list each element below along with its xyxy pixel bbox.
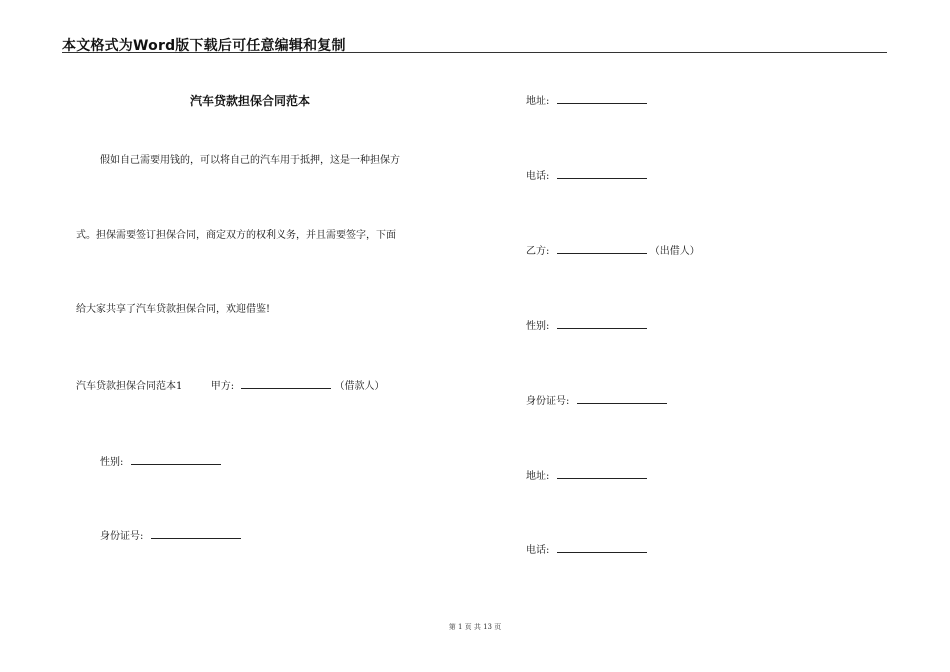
right-gender-blank[interactable] xyxy=(557,318,647,329)
right-address-1-label: 地址: xyxy=(526,96,550,107)
right-phone-2-blank[interactable] xyxy=(557,542,647,553)
page-number-footer: 第 1 页 共 13 页 xyxy=(448,623,502,631)
left-id-label: 身份证号: xyxy=(100,531,144,542)
party-a-label: 甲方: xyxy=(210,381,235,392)
left-gender-line xyxy=(100,454,221,470)
left-gender-label: 性别: xyxy=(100,457,124,468)
right-id-label: 身份证号: xyxy=(526,396,570,407)
right-address-2-line xyxy=(526,468,647,484)
paragraph-line-2: 式。担保需要签订担保合同，商定双方的权利义务，并且需要签字，下面 xyxy=(76,230,396,241)
party-b-label: 乙方: xyxy=(526,246,550,257)
left-gender-blank[interactable] xyxy=(131,454,221,465)
right-gender-label: 性别: xyxy=(526,321,550,332)
paragraph-line-1: 假如自己需要用钱的，可以将自己的汽车用于抵押，这是一种担保方 xyxy=(100,155,400,166)
right-id-line xyxy=(526,393,667,409)
right-phone-2-line xyxy=(526,542,647,558)
party-a-line xyxy=(76,378,385,394)
party-a-blank[interactable] xyxy=(241,378,331,389)
right-address-1-blank[interactable] xyxy=(557,93,647,104)
party-b-blank[interactable] xyxy=(557,243,647,254)
right-phone-1-label: 电话: xyxy=(526,171,550,182)
paragraph-line-3: 给大家共享了汽车贷款担保合同，欢迎借鉴! xyxy=(76,304,271,315)
party-b-suffix: （出借人） xyxy=(649,246,700,257)
right-address-1-line xyxy=(526,93,647,109)
right-phone-1-blank[interactable] xyxy=(557,168,647,179)
right-address-2-label: 地址: xyxy=(526,471,550,482)
header-divider xyxy=(62,52,887,53)
right-phone-2-label: 电话: xyxy=(526,545,550,556)
document-header-title: 本文格式为Word版下载后可任意编辑和复制 xyxy=(62,38,346,54)
party-b-line xyxy=(526,243,700,259)
right-gender-line xyxy=(526,318,647,334)
right-phone-1-line xyxy=(526,168,647,184)
right-id-blank[interactable] xyxy=(577,393,667,404)
right-address-2-blank[interactable] xyxy=(557,468,647,479)
left-id-blank[interactable] xyxy=(151,528,241,539)
left-id-line xyxy=(100,528,241,544)
party-a-suffix: （借款人） xyxy=(334,381,385,392)
sample-heading: 汽车贷款担保合同范本1 xyxy=(76,381,183,392)
document-title: 汽车贷款担保合同范本 xyxy=(190,94,311,108)
